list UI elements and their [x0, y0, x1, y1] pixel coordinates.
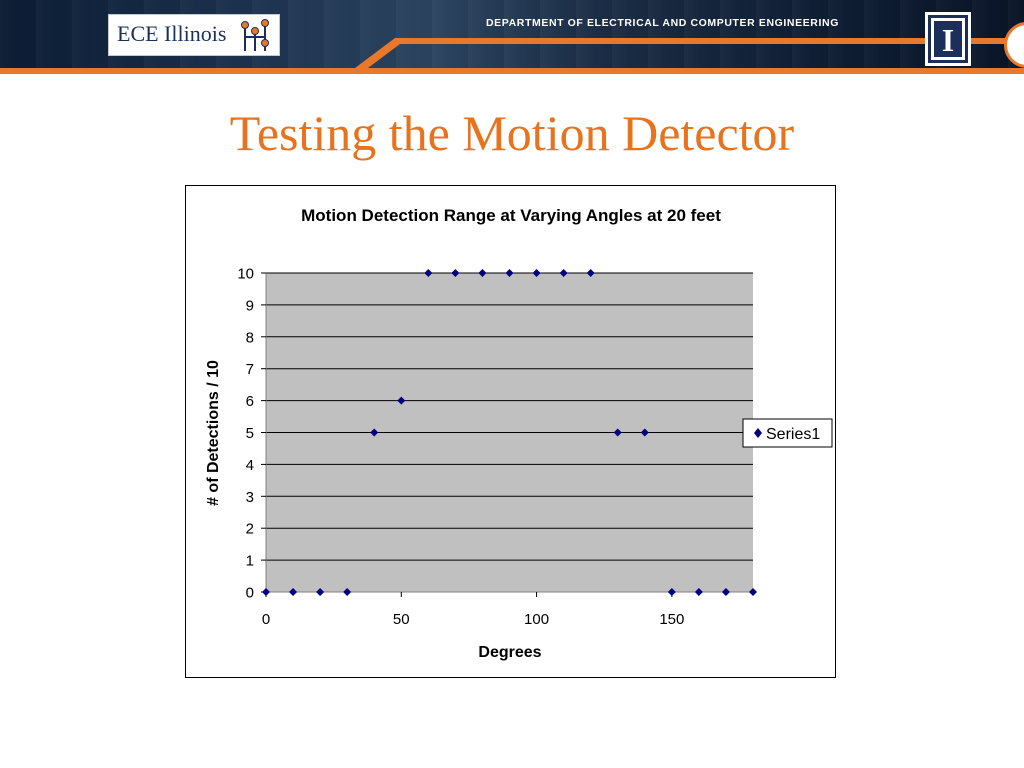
y-tick-label: 7: [245, 361, 254, 379]
scatter-chart: [185, 185, 836, 678]
y-tick-label: 3: [245, 488, 254, 506]
ece-illinois-logo[interactable]: [108, 14, 280, 56]
university-logo-letter: I: [941, 22, 955, 58]
legend[interactable]: [743, 419, 832, 447]
y-tick-label: 2: [245, 520, 254, 538]
circuit-icon: [237, 17, 275, 53]
y-tick-label: 5: [245, 425, 254, 442]
y-axis-label: # of Detections / 10: [205, 360, 222, 506]
y-tick-label: 0: [245, 584, 254, 602]
department-name: DEPARTMENT OF ELECTRICAL AND COMPUTER ENGINEERING: [486, 17, 839, 29]
x-tick-label: 100: [524, 611, 550, 628]
x-axis-label: Degrees: [478, 644, 542, 661]
y-tick-label: 9: [245, 297, 254, 315]
y-tick-label: 4: [245, 456, 254, 474]
y-tick-label: 1: [245, 552, 254, 570]
header-banner: [0, 0, 1024, 70]
y-tick-label: 6: [245, 393, 254, 411]
x-tick-label: 50: [392, 611, 410, 628]
x-tick-label: 150: [659, 611, 685, 628]
logo-text: ECE Illinois: [117, 21, 227, 46]
x-tick-label: 0: [261, 611, 271, 628]
legend-entry: Series1: [766, 426, 821, 443]
y-tick-label: 8: [245, 329, 254, 347]
university-i-logo[interactable]: [925, 12, 971, 66]
slide-title: Testing the Motion Detector: [229, 105, 795, 161]
y-tick-label: 10: [237, 265, 254, 283]
chart-title: Motion Detection Range at Varying Angles at 20 feet: [301, 206, 721, 225]
